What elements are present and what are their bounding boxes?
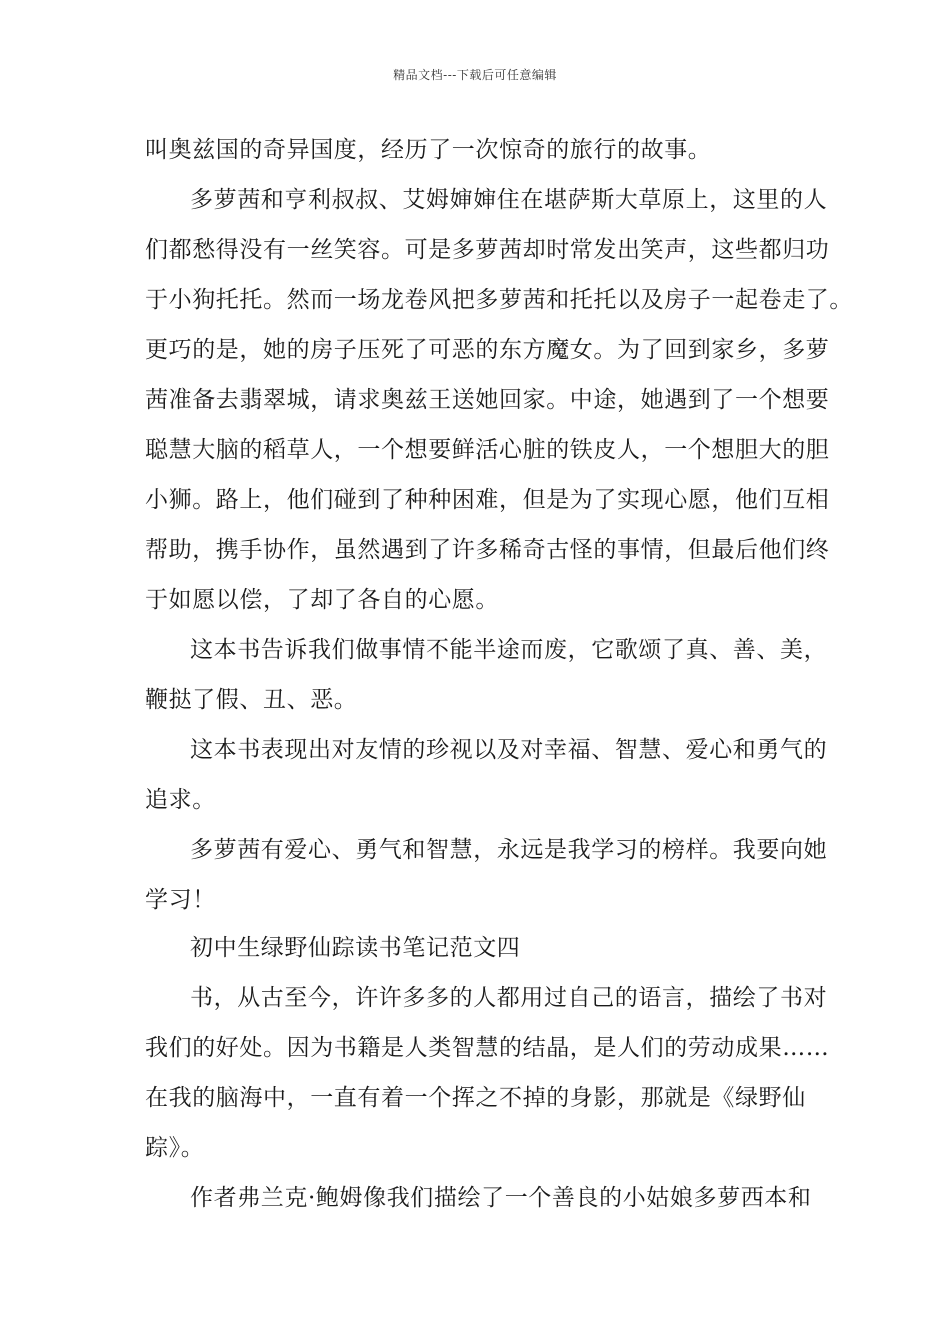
text-line: 踪》。 — [145, 1135, 205, 1161]
paragraph-first-line: 书，从古至今，许许多多的人都用过自己的语言，描绘了书对 — [190, 985, 828, 1011]
paragraph-first-line: 多萝茜和亨利叔叔、艾姆婶婶住在堪萨斯大草原上，这里的人 — [190, 187, 828, 213]
paragraph-first-line: 这本书告诉我们做事情不能半途而废，它歌颂了真、善、美， — [190, 637, 828, 663]
text-line: 鞭挞了假、丑、恶。 — [145, 687, 358, 713]
text-line: 帮助，携手协作，虽然遇到了许多稀奇古怪的事情，但最后他们终 — [145, 537, 830, 563]
text-line: 于如愿以偿，了却了各自的心愿。 — [145, 587, 499, 613]
text-line: 小狮。路上，他们碰到了种种困难，但是为了实现心愿，他们互相 — [145, 487, 830, 513]
text-line: 追求。 — [145, 787, 216, 813]
text-line: 在我的脑海中，一直有着一个挥之不掉的身影，那就是《绿野仙 — [145, 1085, 806, 1111]
text-line: 聪慧大脑的稻草人，一个想要鲜活心脏的铁皮人，一个想胆大的胆 — [145, 437, 830, 463]
text-line: 们都愁得没有一丝笑容。可是多萝茜却时常发出笑声，这些都归功 — [145, 237, 830, 263]
section-heading: 初中生绿野仙踪读书笔记范文四 — [190, 935, 521, 961]
text-line: 茜准备去翡翠城，请求奥兹王送她回家。中途，她遇到了一个想要 — [145, 387, 830, 413]
text-line: 学习！ — [145, 887, 216, 913]
text-line: 更巧的是，她的房子压死了可恶的东方魔女。为了回到家乡，多萝 — [145, 337, 830, 363]
page-header: 精品文档---下载后可任意编辑 — [393, 68, 557, 82]
text-line: 叫奥兹国的奇异国度，经历了一次惊奇的旅行的故事。 — [145, 137, 712, 163]
paragraph-first-line: 作者弗兰克·鲍姆像我们描绘了一个善良的小姑娘多萝西本和 — [190, 1185, 812, 1211]
paragraph-first-line: 多萝茜有爱心、勇气和智慧，永远是我学习的榜样。我要向她 — [190, 837, 828, 863]
paragraph-first-line: 这本书表现出对友情的珍视以及对幸福、智慧、爱心和勇气的 — [190, 737, 828, 763]
text-line: 于小狗托托。然而一场龙卷风把多萝茜和托托以及房子一起卷走了。 — [145, 287, 853, 313]
text-line: 我们的好处。因为书籍是人类智慧的结晶，是人们的劳动成果…… — [145, 1035, 830, 1061]
